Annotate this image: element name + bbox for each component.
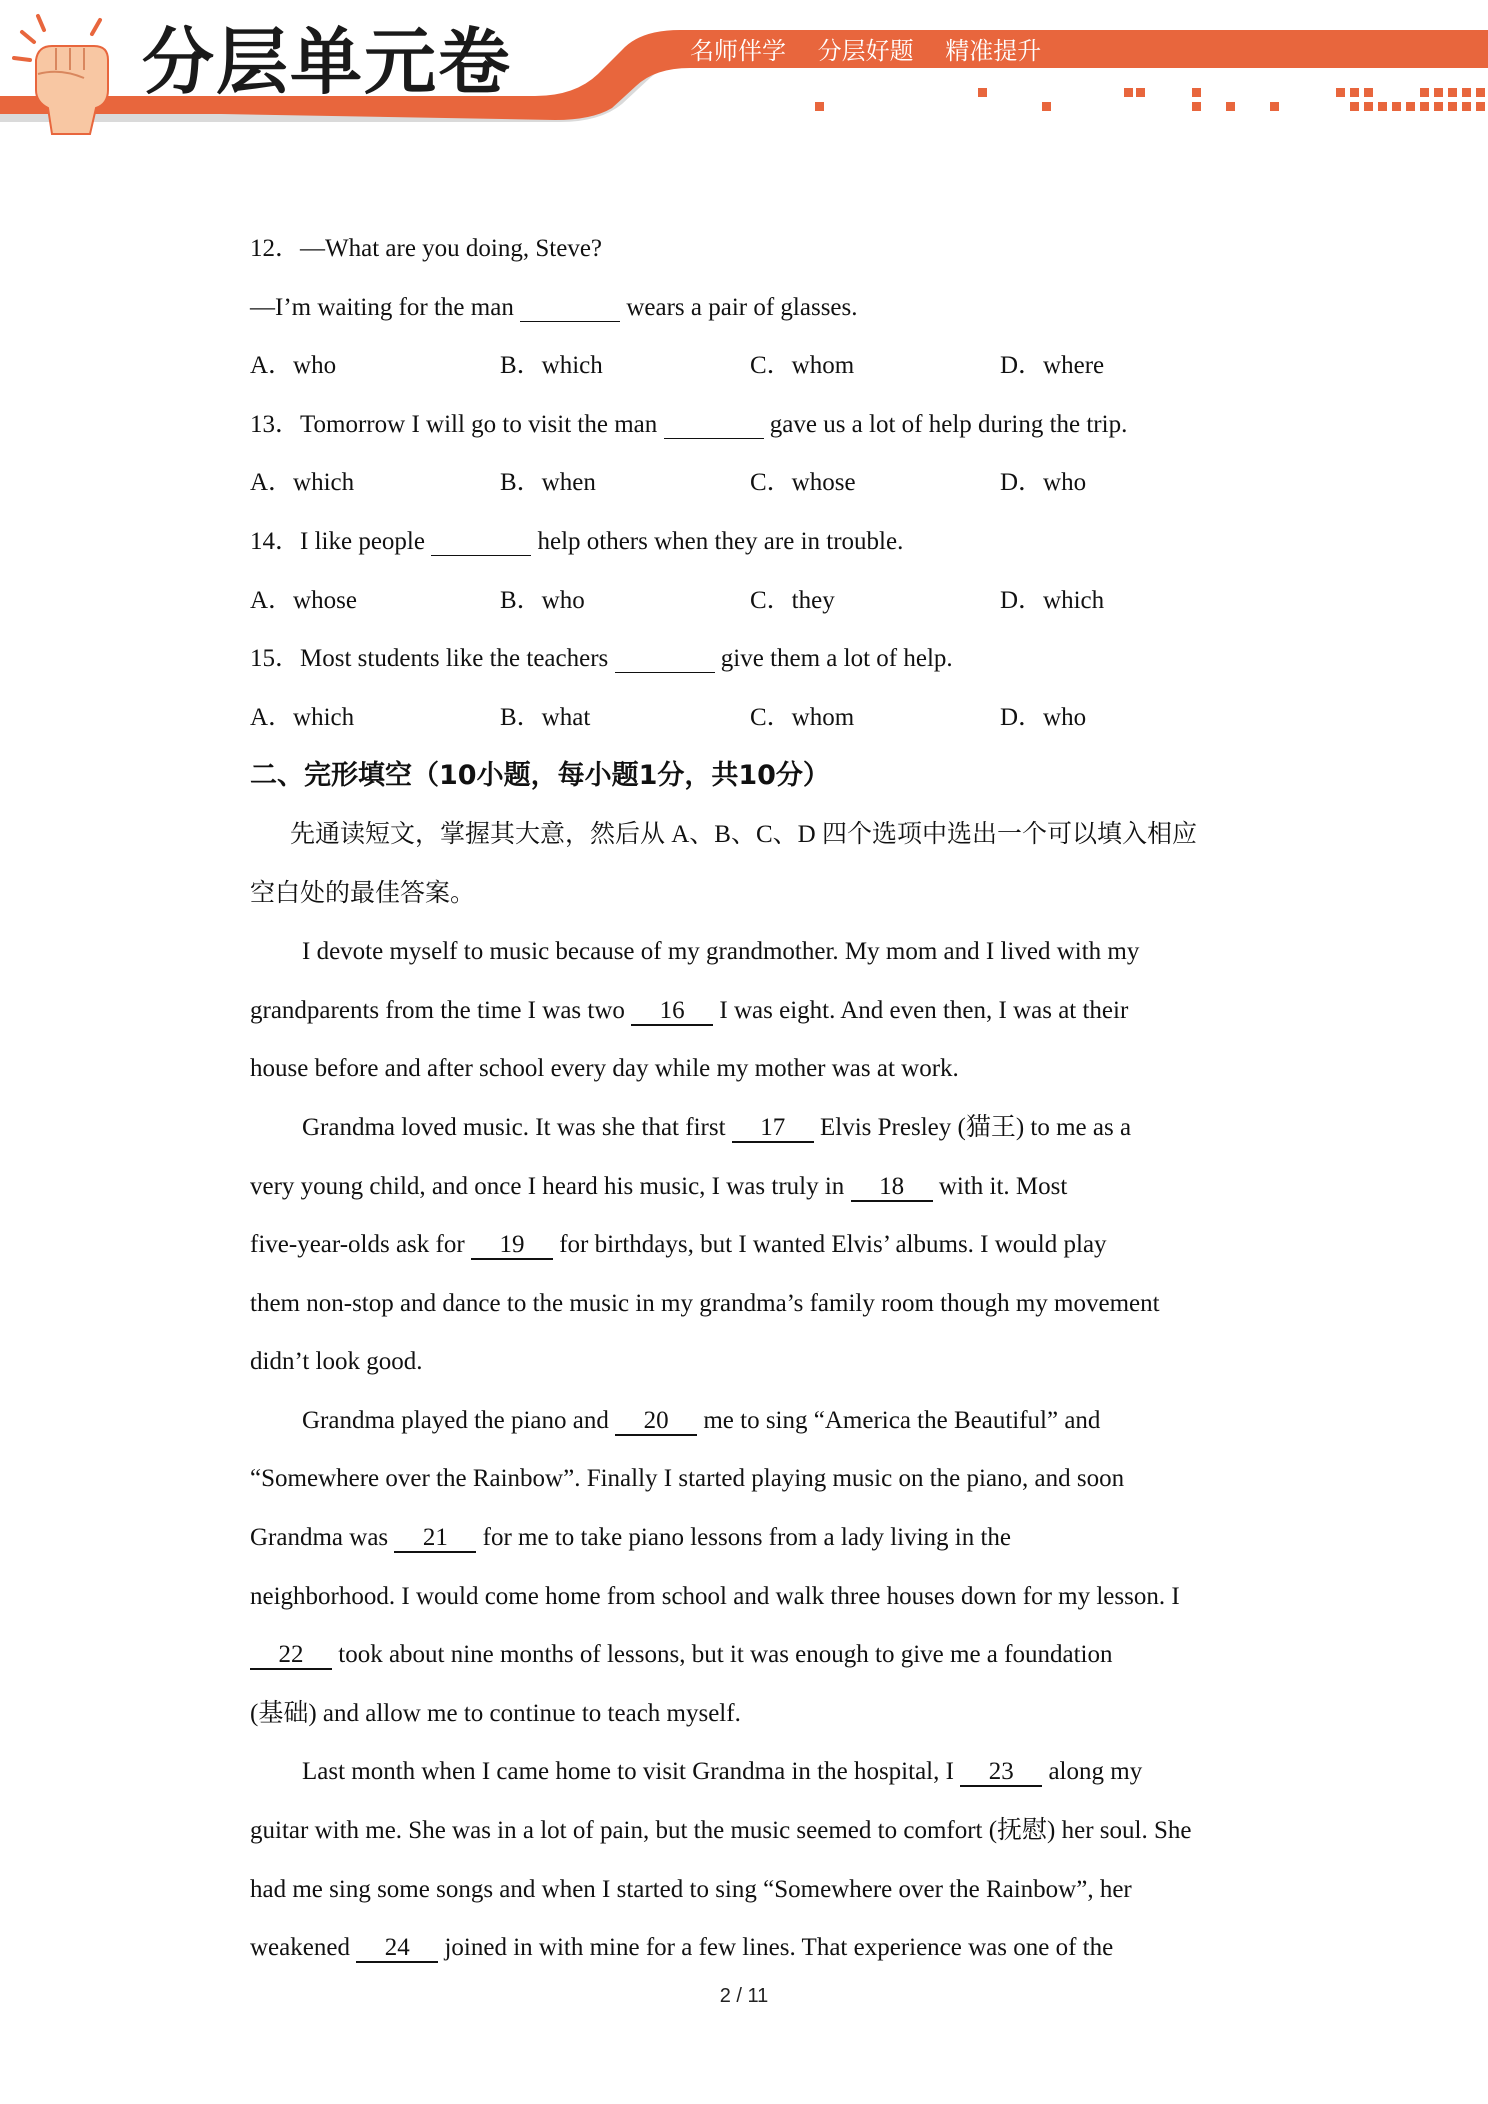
passage-line: didn’t look good. xyxy=(250,1348,423,1376)
cloze-blank-17[interactable]: 17 xyxy=(732,1115,814,1143)
option-a[interactable]: A．which xyxy=(250,469,355,497)
stem-text: help others when they are in trouble. xyxy=(537,527,904,555)
option-c[interactable]: C．they xyxy=(750,586,835,614)
passage-text: for birthdays, but I wanted Elvis’ albums. I would play xyxy=(552,1231,1107,1259)
option-c[interactable]: C．whose xyxy=(750,469,856,497)
slogan-item: 分层好题 xyxy=(817,37,914,65)
passage-text: five-year-olds ask for xyxy=(250,1231,471,1259)
question-14-options xyxy=(250,572,1250,631)
passage-text: Grandma played the piano and xyxy=(302,1406,616,1434)
passage-line xyxy=(250,1158,1250,1217)
exam-content xyxy=(250,220,1250,1978)
slogan-item: 名师伴学 xyxy=(690,37,786,65)
option-d[interactable]: D．which xyxy=(1000,586,1105,614)
option-b[interactable]: B．who xyxy=(500,586,585,614)
cloze-blank-21[interactable]: 21 xyxy=(394,1525,476,1553)
question-12-options xyxy=(250,337,1250,396)
passage-line xyxy=(250,1919,1250,1978)
passage-line xyxy=(250,1509,1250,1568)
question-number: 12． xyxy=(250,235,301,262)
question-12-line-1 xyxy=(250,220,1250,279)
cloze-blank-20[interactable]: 20 xyxy=(615,1408,697,1436)
passage-text: with it. Most xyxy=(932,1172,1068,1200)
passage-text: Grandma loved music. It was she that first xyxy=(302,1113,732,1141)
passage-text: very young child, and once I heard his music, I was truly in xyxy=(250,1172,851,1200)
section-title: 二、完形填空（10小题，每小题1分，共10分） xyxy=(250,760,830,792)
passage-line: neighborhood. I would come home from school and walk three houses down for my lesson. I xyxy=(250,1582,1180,1610)
passage-line xyxy=(250,1099,1250,1158)
option-b[interactable]: B．when xyxy=(500,469,596,497)
passage-line: had me sing some songs and when I started to sing “Somewhere over the Rainbow”, her xyxy=(250,1875,1132,1903)
passage-text: weakened xyxy=(250,1934,357,1962)
stem-text: I like people xyxy=(300,527,425,555)
question-line: —What are you doing, Steve? xyxy=(300,235,603,262)
passage-text: for me to take piano lessons from a lady living in the xyxy=(476,1524,1012,1552)
cloze-blank-22[interactable]: 22 xyxy=(250,1642,332,1670)
passage-line xyxy=(250,1743,1250,1802)
cloze-blank-24[interactable]: 24 xyxy=(356,1935,438,1963)
passage-text: Grandma was xyxy=(250,1524,395,1552)
question-13-options xyxy=(250,454,1250,513)
question-number: 15． xyxy=(250,645,301,673)
option-d[interactable]: D．who xyxy=(1000,469,1087,497)
option-c[interactable]: C．whom xyxy=(750,703,855,731)
passage-text: me to sing “America the Beautiful” and xyxy=(697,1406,1101,1434)
option-b[interactable]: B．what xyxy=(500,703,591,731)
cloze-blank-23[interactable]: 23 xyxy=(960,1759,1042,1787)
question-12-stem xyxy=(250,279,1250,338)
option-b[interactable]: B．which xyxy=(500,352,603,380)
stem-text: wears a pair of glasses. xyxy=(626,293,858,321)
question-15-options xyxy=(250,689,1250,748)
cloze-blank-16[interactable]: 16 xyxy=(631,998,713,1026)
cloze-blank-19[interactable]: 19 xyxy=(471,1232,553,1260)
cloze-blank-18[interactable]: 18 xyxy=(851,1174,933,1202)
option-d[interactable]: D．who xyxy=(1000,703,1087,731)
option-a[interactable]: A．who xyxy=(250,352,337,380)
question-number: 14． xyxy=(250,527,301,555)
passage-line: guitar with me. She was in a lot of pain, but the music seemed to comfort (抚慰) her soul. She xyxy=(250,1817,1192,1845)
answer-blank[interactable] xyxy=(615,646,715,673)
brand-title: 分层单元卷 xyxy=(142,20,513,104)
answer-blank[interactable] xyxy=(520,295,620,322)
stem-text: give them a lot of help. xyxy=(720,645,953,673)
section-instruction: 先通读短文，掌握其大意，然后从 A、B、C、D 四个选项中选出一个可以填入相应 xyxy=(290,820,1197,848)
question-13-stem xyxy=(250,396,1250,455)
passage-text: along my xyxy=(1042,1758,1143,1786)
option-d[interactable]: D．where xyxy=(1000,352,1105,380)
option-a[interactable]: A．whose xyxy=(250,586,357,614)
stem-text: Most students like the teachers xyxy=(300,645,609,673)
page-header xyxy=(0,0,1488,145)
passage-line xyxy=(250,982,1250,1041)
passage-text: Elvis Presley (猫王) to me as a xyxy=(813,1113,1132,1141)
stem-text: gave us a lot of help during the trip. xyxy=(769,410,1128,438)
option-a[interactable]: A．which xyxy=(250,703,355,731)
passage-line: them non-stop and dance to the music in my grandma’s family room though my movement xyxy=(250,1289,1160,1317)
option-c[interactable]: C．whom xyxy=(750,352,855,380)
answer-blank[interactable] xyxy=(664,412,764,439)
passage-line: (基础) and allow me to continue to teach myself. xyxy=(250,1699,741,1727)
passage-line: house before and after school every day while my mother was at work. xyxy=(250,1055,959,1083)
question-15-stem xyxy=(250,630,1250,689)
stem-text: Tomorrow I will go to visit the man xyxy=(300,410,658,438)
question-number: 13． xyxy=(250,410,301,438)
stem-text: —I’m waiting for the man xyxy=(250,293,514,321)
passage-line xyxy=(250,1216,1250,1275)
passage-line xyxy=(250,1626,1250,1685)
passage-line: “Somewhere over the Rainbow”. Finally I started playing music on the piano, and soon xyxy=(250,1465,1125,1493)
decorative-dots xyxy=(0,0,1488,145)
passage-line: I devote myself to music because of my grandmother. My mom and I lived with my xyxy=(302,938,1140,966)
passage-text: took about nine months of lessons, but it was enough to give me a foundation xyxy=(332,1641,1113,1669)
question-14-stem xyxy=(250,513,1250,572)
page-number: 2 / 11 xyxy=(719,1985,769,2007)
passage-line xyxy=(250,1392,1250,1451)
slogan-item: 精准提升 xyxy=(945,37,1042,65)
section-instruction: 空白处的最佳答案。 xyxy=(250,879,476,907)
passage-text: Last month when I came home to visit Grandma in the hospital, I xyxy=(302,1758,961,1786)
passage-text: grandparents from the time I was two xyxy=(250,996,632,1024)
passage-text: I was eight. And even then, I was at their xyxy=(713,996,1129,1024)
passage-text: joined in with mine for a few lines. That experience was one of the xyxy=(438,1934,1114,1962)
answer-blank[interactable] xyxy=(431,529,531,556)
